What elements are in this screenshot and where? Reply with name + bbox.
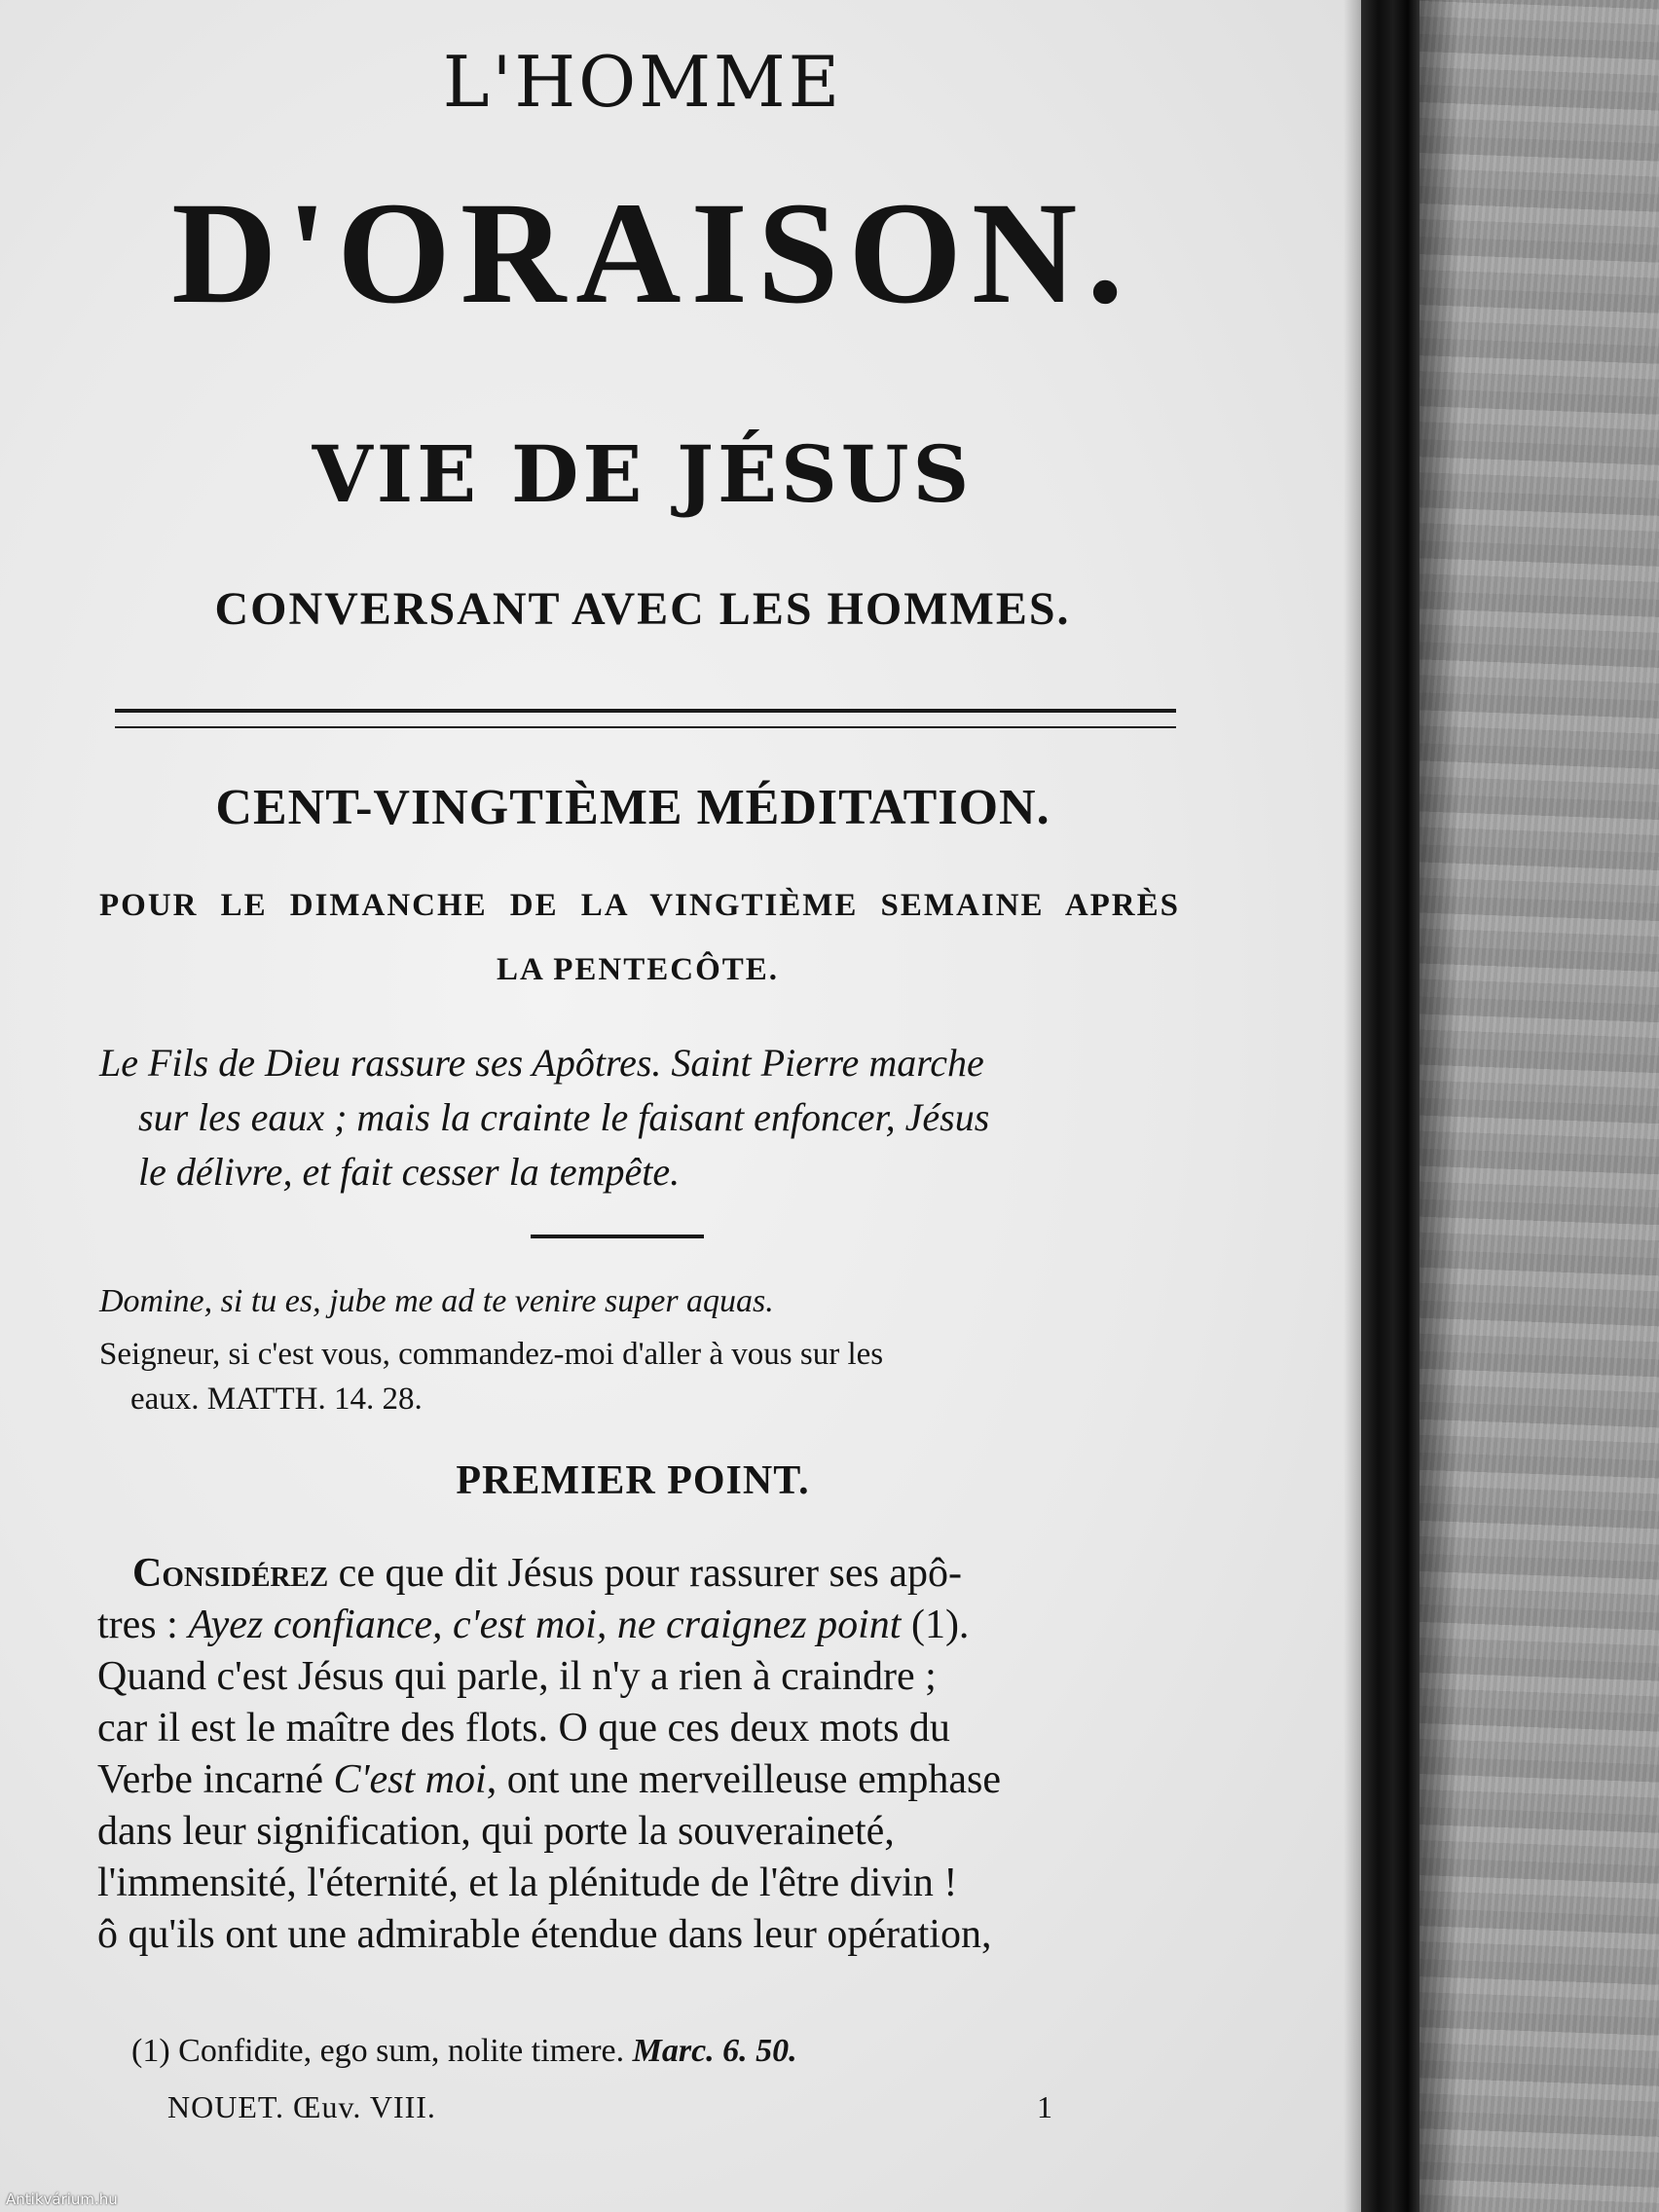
- body-line-1: [97, 1548, 1180, 1600]
- meditation-title: CENT-VINGTIÈME MÉDITATION.: [215, 780, 1051, 835]
- body-lead-word: Considérez: [132, 1551, 329, 1596]
- cover-shadow: [1419, 0, 1458, 2212]
- body-line-4: car il est le maître des flots. O que ces deux mots du: [97, 1706, 950, 1751]
- body-line-7: l'immensité, l'éternité, et la plénitude de l'être divin !: [97, 1861, 958, 1905]
- body-line-6: dans leur signification, qui porte la souveraineté,: [97, 1809, 895, 1854]
- watermark: Antikvárium.hu: [6, 2191, 118, 2208]
- title-line-2: D'ORAISON.: [171, 172, 1133, 334]
- epigraph-french-line-1: Seigneur, si c'est vous, commandez-moi d'aller à vous sur les: [99, 1337, 884, 1372]
- printer-signature: NOUET. Œuv. VIII.: [167, 2089, 436, 2124]
- meditation-summary: [99, 1036, 1180, 1199]
- footnote-reference: Marc. 6. 50.: [632, 2033, 797, 2069]
- body-line-2-post: (1).: [901, 1603, 970, 1647]
- section-title: PREMIER POINT.: [456, 1458, 810, 1503]
- body-text: [97, 1548, 1180, 1961]
- meditation-subtitle-line-2: LA PENTECÔTE.: [496, 952, 780, 987]
- body-line-5-quote: C'est moi: [333, 1757, 487, 1802]
- epigraph-latin: Domine, si tu es, jube me ad te venire super aquas.: [99, 1283, 774, 1319]
- body-line-1-rest: ce que dit Jésus pour rassurer ses apô-: [328, 1551, 962, 1596]
- body-line-5-pre: Verbe incarné: [97, 1757, 334, 1802]
- double-rule-divider: [115, 709, 1176, 728]
- body-line-8: ô qu'ils ont une admirable étendue dans leur opération,: [97, 1912, 992, 1957]
- body-line-5-post: , ont une merveilleuse emphase: [486, 1757, 1002, 1802]
- page-edge-shadow: [1344, 0, 1363, 2212]
- title-line-4: CONVERSANT AVEC LES HOMMES.: [214, 583, 1071, 635]
- book-cover-edge: [1361, 0, 1419, 2212]
- short-rule-divider: [531, 1235, 704, 1238]
- summary-line-1: Le Fils de Dieu rassure ses Apôtres. Saint Pierre marche: [99, 1041, 984, 1085]
- footnote-text: (1) Confidite, ego sum, nolite timere.: [131, 2033, 633, 2069]
- body-line-3: Quand c'est Jésus qui parle, il n'y a rien à craindre ;: [97, 1654, 937, 1699]
- body-line-5: [97, 1754, 1180, 1806]
- meditation-subtitle-line-1: POUR LE DIMANCHE DE LA VINGTIÈME SEMAINE APRÈS: [99, 888, 1180, 923]
- sheet-number: 1: [1037, 2089, 1052, 2124]
- body-line-2-pre: tres :: [97, 1603, 189, 1647]
- title-line-3: VIE DE JÉSUS: [312, 428, 974, 520]
- body-line-2-quote: Ayez confiance, c'est moi, ne craignez point: [188, 1603, 902, 1647]
- body-line-2: [97, 1600, 1180, 1651]
- summary-line-2: sur les eaux ; mais la crainte le faisant enfoncer, Jésus: [138, 1095, 990, 1139]
- title-line-1: L'HOMME: [442, 41, 843, 123]
- epigraph-french: [99, 1332, 1180, 1421]
- footnote: [131, 2033, 1183, 2070]
- epigraph-french-line-2: eaux. MATTH. 14. 28.: [130, 1382, 423, 1417]
- summary-line-3: le délivre, et fait cesser la tempête.: [138, 1150, 681, 1194]
